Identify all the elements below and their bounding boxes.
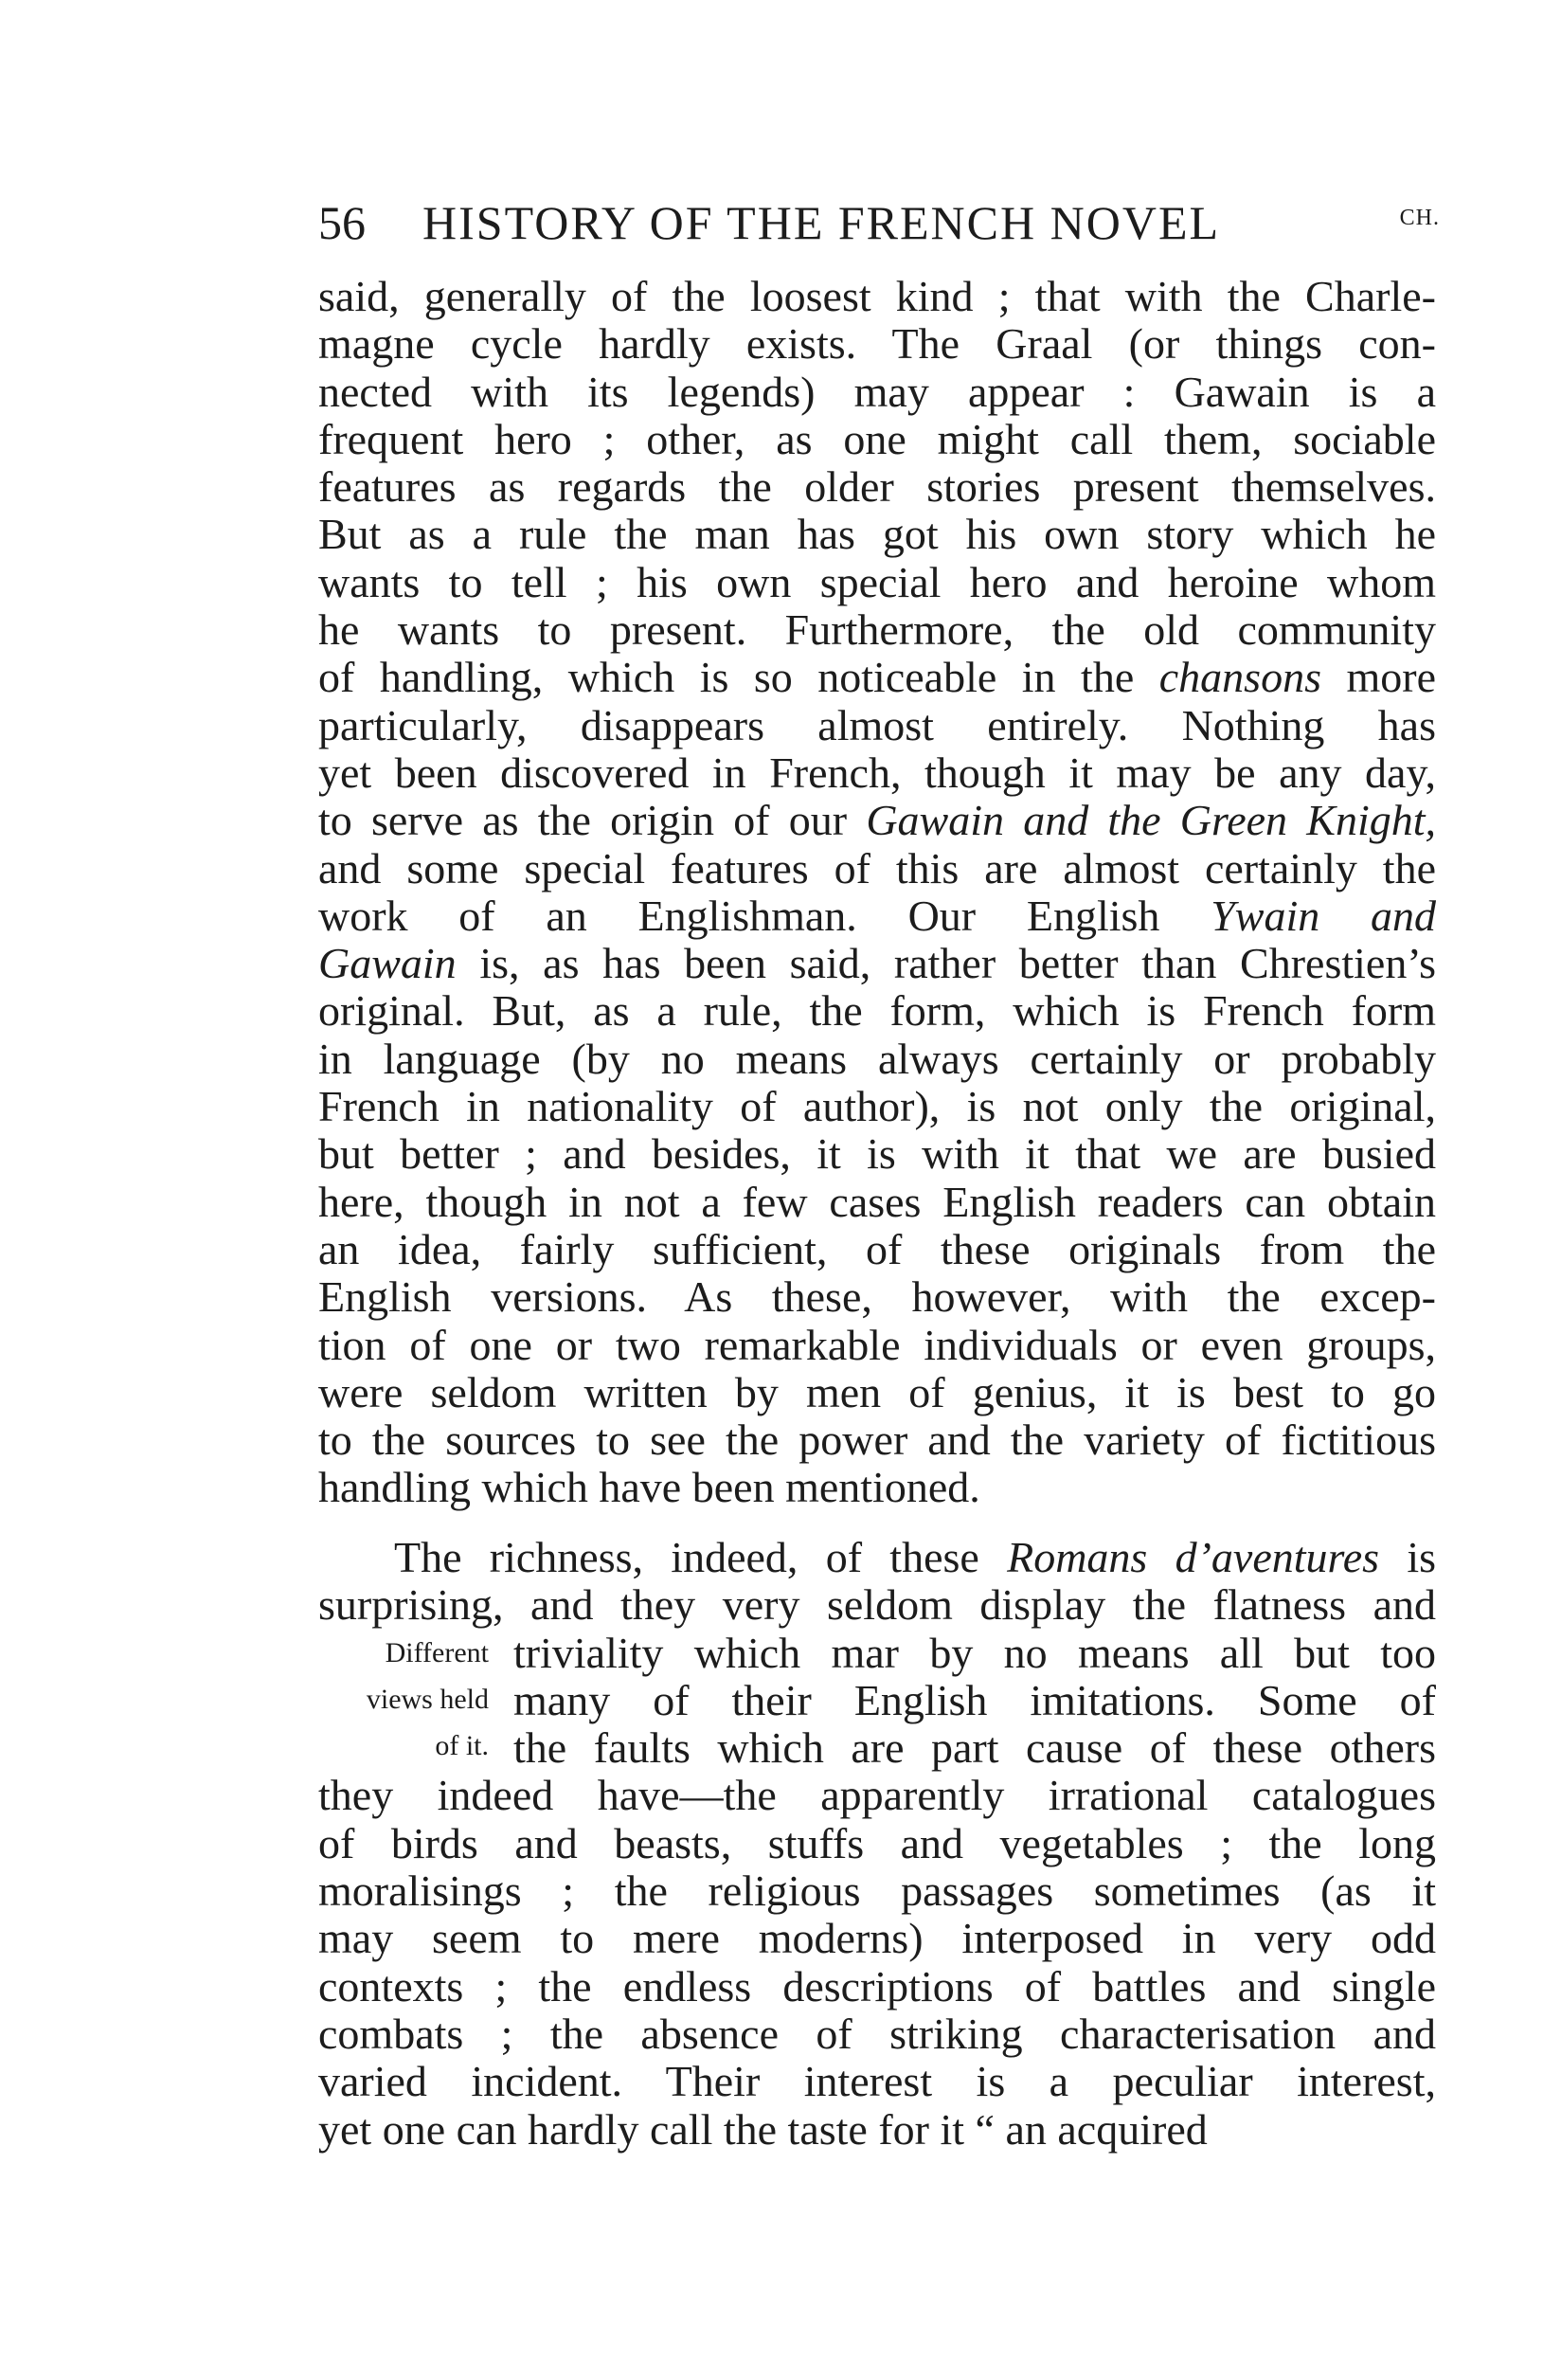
text-run: work of an Englishman. Our English: [318, 892, 1211, 940]
text-run: the faults which are part cause of these others: [513, 1724, 1436, 1773]
text-run: But as a rule the man has got his own story which he: [318, 511, 1436, 559]
text-run: many of their English imitations. Some of: [513, 1676, 1436, 1724]
text-run: an idea, fairly sufficient, of these originals from the: [318, 1225, 1436, 1273]
text-line: [318, 1130, 1436, 1178]
text-line: [318, 1416, 1436, 1464]
text-line: [318, 892, 1436, 940]
text-line: [318, 2058, 1436, 2105]
text-run: of handling, which is so noticeable in the: [318, 654, 1159, 702]
running-header: [318, 194, 1440, 251]
text-run: in language (by no means always certainly or probably: [318, 1035, 1436, 1083]
text-line: [318, 1322, 1436, 1369]
text-run: particularly, disappears almost entirely. Nothing has: [318, 701, 1436, 749]
text-run: were seldom written by men of genius, it is best to go: [318, 1368, 1436, 1416]
text-line: [318, 1464, 1436, 1511]
text-run: surprising, and they very seldom display the flatness and: [318, 1581, 1436, 1630]
text-line: [318, 1369, 1436, 1416]
text-run: more: [1320, 654, 1436, 702]
text-run: is, as has been said, rather better than Chrestien’s: [456, 940, 1436, 988]
italic-run: chansons: [1158, 654, 1321, 702]
text-run: original. But, as a rule, the form, which is French form: [318, 987, 1436, 1036]
text-line: [318, 940, 1436, 987]
text-line: [318, 1179, 1436, 1226]
text-line: [318, 797, 1436, 844]
paragraph-1: [318, 273, 1436, 1512]
page-number: 56: [318, 196, 366, 249]
text-line: [318, 1963, 1436, 2010]
text-line: [318, 606, 1436, 654]
text-run: English versions. As these, however, with the excep-: [318, 1273, 1436, 1322]
text-line: [318, 1581, 1436, 1629]
running-title: HISTORY OF THE FRENCH NOVEL: [422, 196, 1221, 249]
text-line: [318, 1867, 1436, 1915]
text-run: French in nationality of author), is not only the original,: [318, 1083, 1436, 1131]
text-run: triviality which mar by no means all but too: [513, 1629, 1436, 1677]
text-line: [318, 1036, 1436, 1083]
text-run: handling which have been mentioned.: [318, 1464, 980, 1512]
text-run: magne cycle hardly exists. The Graal (or things con-: [318, 320, 1436, 369]
text-run: may seem to mere moderns) interposed in very odd: [318, 1915, 1436, 1963]
text-line: [318, 1273, 1436, 1321]
text-run: moralisings ; the religious passages sometimes (as it: [318, 1867, 1436, 1916]
paragraph-2: [318, 1534, 1436, 2154]
text-run: features as regards the older stories present themselves.: [318, 463, 1436, 512]
text-run: nected with its legends) may appear : Gawain is a: [318, 368, 1436, 416]
text-run: tion of one or two remarkable individuals or even groups,: [318, 1321, 1436, 1369]
text-line: [318, 1772, 1436, 1819]
margin-note: [330, 1630, 489, 1769]
text-line: [318, 511, 1436, 558]
text-run: combats ; the absence of striking characterisation and: [318, 2010, 1436, 2058]
margin-note-line: of it.: [435, 1730, 489, 1761]
text-line: [318, 559, 1436, 606]
text-run: yet one can hardly call the taste for it “ an acquired: [318, 2105, 1208, 2154]
text-line: [318, 273, 1436, 320]
text-line: [318, 987, 1436, 1035]
text-run: yet been discovered in French, though it may be any day,: [318, 748, 1436, 797]
text-line: [318, 2010, 1436, 2058]
italic-run: Romans d’aventures: [1007, 1534, 1380, 1581]
text-line: [318, 654, 1436, 701]
text-run: to serve as the origin of our: [318, 797, 867, 845]
text-run: contexts ; the endless descriptions of battles and single: [318, 1962, 1436, 2010]
italic-run: Gawain: [318, 940, 457, 988]
text-line: [318, 369, 1436, 416]
margin-note-line: views held: [366, 1684, 489, 1715]
text-line: [318, 463, 1436, 511]
italic-run: Ywain and: [1211, 892, 1436, 940]
text-line: [318, 702, 1436, 749]
text-run: here, though in not a few cases English readers can obtain: [318, 1178, 1436, 1226]
text-line: [318, 1915, 1436, 1962]
text-run: said, generally of the loosest kind ; that with the Charle-: [318, 273, 1436, 320]
text-line: [318, 1820, 1436, 1867]
text-run: wants to tell ; his own special hero and heroine whom: [318, 558, 1436, 606]
text-run: is: [1379, 1534, 1436, 1581]
text-line: [318, 416, 1436, 463]
text-run: of birds and beasts, stuffs and vegetables ; the long: [318, 1819, 1436, 1867]
text-line: [318, 749, 1436, 797]
text-run: and some special features of this are almost certainly the: [318, 844, 1436, 892]
text-line: [318, 845, 1436, 892]
chapter-abbreviation: CH.: [1399, 206, 1440, 230]
margin-note-line: Different: [385, 1637, 489, 1668]
italic-run: Gawain and the Green Knight,: [866, 797, 1436, 845]
text-run: they indeed have—the apparently irrational catalogues: [318, 1772, 1436, 1820]
text-line: [318, 1534, 1436, 1581]
text-line: [318, 320, 1436, 368]
text-line: [318, 2106, 1436, 2154]
text-run: but better ; and besides, it is with it that we are busied: [318, 1130, 1436, 1179]
text-run: frequent hero ; other, as one might call them, sociable: [318, 415, 1436, 463]
text-line: [318, 1083, 1436, 1130]
text-run: to the sources to see the power and the variety of fictitious: [318, 1416, 1436, 1465]
text-run: varied incident. Their interest is a peculiar interest,: [318, 2058, 1436, 2106]
text-run: he wants to present. Furthermore, the old community: [318, 606, 1436, 655]
text-line: [318, 1226, 1436, 1273]
text-run: The richness, indeed, of these: [394, 1534, 1008, 1581]
